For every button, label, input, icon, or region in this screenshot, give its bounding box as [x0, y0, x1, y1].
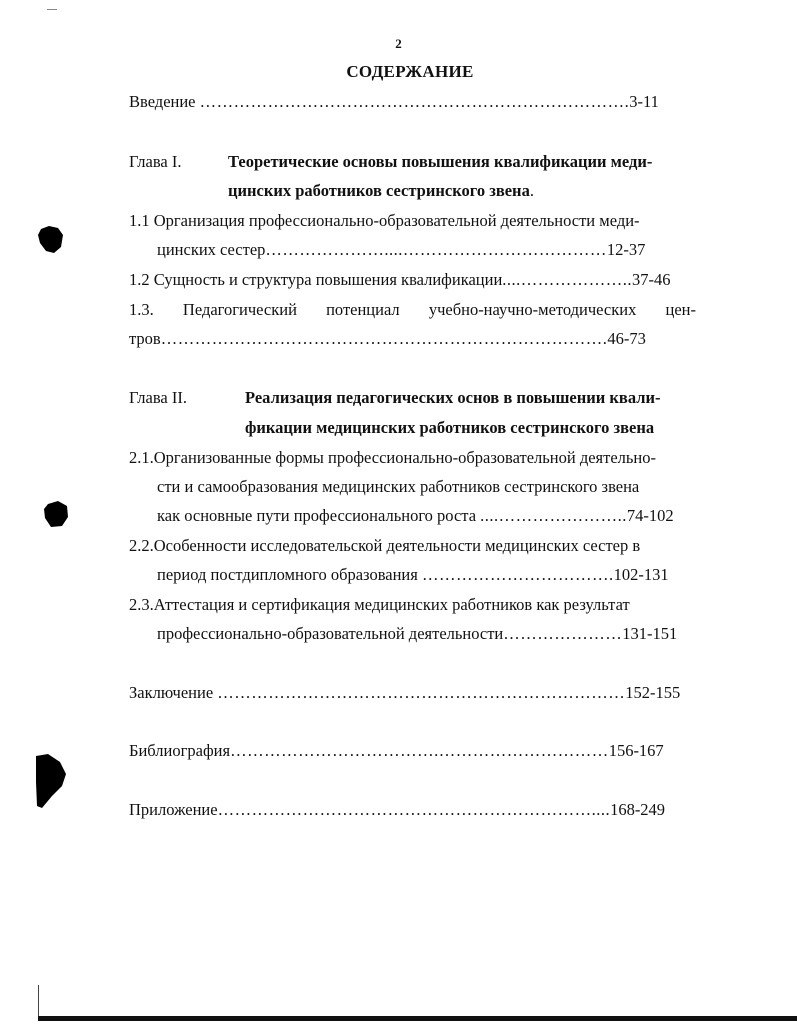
toc-entry-2-1-line3 [157, 506, 674, 526]
section-number: 1.1 [129, 211, 150, 230]
section-title: Особенности исследовательской деятельности медицинских сестер в [153, 536, 641, 555]
toc-pages: 12-37 [606, 240, 646, 259]
scan-bottom-edge [38, 1016, 797, 1021]
toc-leader-dots: ……………………………………………………………………. [160, 329, 608, 348]
section-title-cont: как основные пути профессионального роста [157, 506, 477, 525]
section-title: Аттестация и сертификация медицинских работников как результат [153, 595, 630, 614]
toc-pages: 37-46 [632, 270, 671, 289]
toc-leader-dots: ……………………………………………………………… [217, 683, 626, 702]
toc-pages: 46-73 [607, 329, 646, 348]
section-title: Организация профессионально-образовательной деятельности меди- [153, 211, 640, 230]
toc-leader-dots: ....………………….. [480, 506, 627, 525]
page-title: СОДЕРЖАНИЕ [346, 62, 474, 81]
toc-entry-bibliography [129, 741, 664, 761]
section-title-cont: профессионально-образовательной деятельности [157, 624, 504, 643]
toc-leader-dots: …………………………………………………………………. [199, 92, 630, 111]
toc-leader-dots: …………………....……………………………… [265, 240, 607, 259]
section-number: 2.3. [129, 595, 154, 614]
toc-entry-conclusion [129, 683, 680, 703]
toc-leader-dots: ....……………….. [502, 270, 633, 289]
chapter1-title-period: . [529, 181, 534, 200]
chapter1-title-text: цинских работников сестринского звена [228, 181, 530, 200]
chapter2-label: Глава II. [129, 388, 187, 407]
chapter1-title-line1: Теоретические основы повышения квалификации меди- [228, 152, 653, 171]
scan-blot-icon [36, 225, 66, 255]
chapter1-label: Глава I. [129, 152, 182, 171]
toc-label: Заключение [129, 683, 214, 702]
toc-entry-2-1-line2: сти и самообразования медицинских работников сестринского звена [157, 477, 640, 496]
toc-leader-dots: ……………………………. [421, 565, 614, 584]
section-word: потенциал [326, 300, 400, 319]
section-title-cont: тров [129, 329, 161, 348]
section-title-cont: цинских сестер [157, 240, 266, 259]
toc-entry-appendix [129, 800, 665, 820]
toc-pages: 168-249 [610, 800, 666, 819]
section-number: 2.1. [129, 448, 154, 467]
section-title: 1.2 Сущность и структура повышения квалификации [129, 270, 503, 289]
toc-entry-1-2 [129, 270, 671, 290]
toc-entry-intro [129, 92, 659, 112]
toc-leader-dots: ………………… [503, 624, 623, 643]
toc-entry-1-1-line1 [129, 211, 696, 231]
toc-entry-2-3-line1 [129, 595, 630, 615]
toc-pages: 131-151 [622, 624, 678, 643]
scan-mark-top [47, 9, 57, 10]
chapter2-title-line2: фикации медицинских работников сестринского звена [245, 418, 655, 437]
section-word: учебно-научно-методических [428, 300, 637, 319]
toc-label: Введение [129, 92, 196, 111]
section-number: 1.3. [129, 300, 154, 319]
scan-edge-line [38, 985, 39, 1017]
toc-pages: 74-102 [626, 506, 674, 525]
section-number: 2.2. [129, 536, 154, 555]
toc-entry-2-2-line2 [157, 565, 669, 585]
toc-pages: 152-155 [625, 683, 681, 702]
section-title-cont: период постдипломного образования [157, 565, 418, 584]
chapter1-title-line2 [228, 181, 534, 201]
toc-entry-2-3-line2 [157, 624, 677, 644]
toc-entry-2-1-line1 [129, 448, 656, 468]
toc-leader-dots: ……………………………….………………………… [230, 741, 609, 760]
section-title: Организованные формы профессионально-образовательной деятельно- [153, 448, 657, 467]
section-word: Педагогический [182, 300, 297, 319]
toc-pages: 3-11 [629, 92, 659, 111]
chapter2-title-line1: Реализация педагогических основ в повышении квали- [245, 388, 661, 407]
toc-entry-1-1-line2 [157, 240, 645, 260]
toc-leader-dots: ………………………………………………………….... [217, 800, 611, 819]
scan-blot-icon [42, 500, 70, 530]
toc-entry-1-3-line1 [129, 300, 696, 320]
section-word: цен- [665, 300, 696, 319]
toc-entry-2-2-line1 [129, 536, 640, 556]
page-number: 2 [395, 36, 402, 51]
toc-label: Библиография [129, 741, 231, 760]
toc-entry-1-3-line2 [129, 329, 646, 349]
toc-label: Приложение [129, 800, 218, 819]
scan-blot-icon [34, 752, 68, 812]
toc-pages: 156-167 [608, 741, 664, 760]
toc-pages: 102-131 [613, 565, 669, 584]
